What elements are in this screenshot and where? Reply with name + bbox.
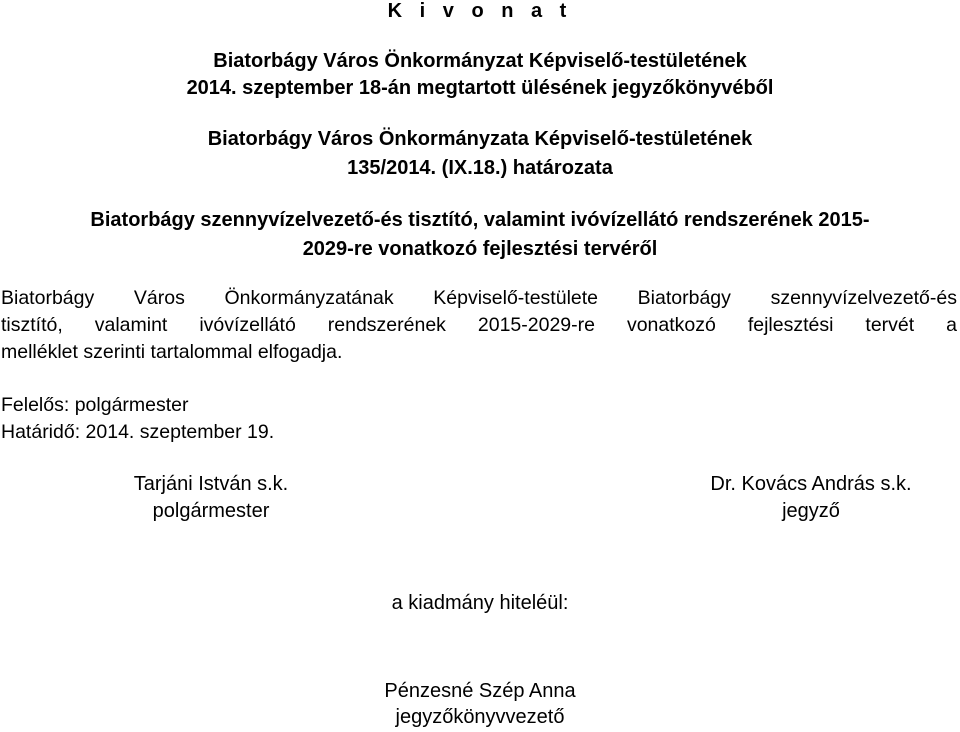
subject-line-1: Biatorbágy szennyvízelvezető-és tisztító, valamint ivóvízellátó rendszerének 2015- [90, 209, 870, 231]
subject-line-2: 2029-re vonatkozó fejlesztési tervéről [302, 238, 658, 260]
header-line-2: 2014. szeptember 18-án megtartott ülésének jegyzőkönyvéből [186, 77, 774, 99]
mayor-signature-role: polgármester [152, 500, 270, 522]
body-line-3: melléklet szerinti tartalommal elfogadja. [1, 341, 343, 363]
notary-signature-role: jegyző [782, 500, 840, 522]
certifier-name: Pénzesné Szép Anna [384, 680, 576, 702]
header-line-1: Biatorbágy Város Önkormányzat Képviselő-testületének [213, 50, 747, 72]
resolution-line-1: Biatorbágy Város Önkormányzata Képviselő-testületének [207, 128, 753, 150]
responsible-line: Felelős: polgármester [1, 394, 189, 416]
notary-signature-name: Dr. Kovács András s.k. [710, 473, 912, 495]
deadline-line: Határidő: 2014. szeptember 19. [1, 421, 275, 443]
body-line-2: tisztító, valamint ivóvízellátó rendszerének 2015-2029-re vonatkozó fejlesztési tervét a [1, 314, 957, 336]
certifier-role: jegyzőkönyvvezető [395, 706, 565, 728]
mayor-signature-name: Tarjáni István s.k. [133, 473, 289, 495]
certification-label: a kiadmány hiteléül: [391, 592, 569, 614]
body-line-1: Biatorbágy Város Önkormányzatának Képviselő-testülete Biatorbágy szennyvízelvezető-és [1, 287, 957, 309]
resolution-line-2: 135/2014. (IX.18.) határozata [347, 157, 613, 179]
document-title: K i v o n a t [387, 0, 573, 22]
